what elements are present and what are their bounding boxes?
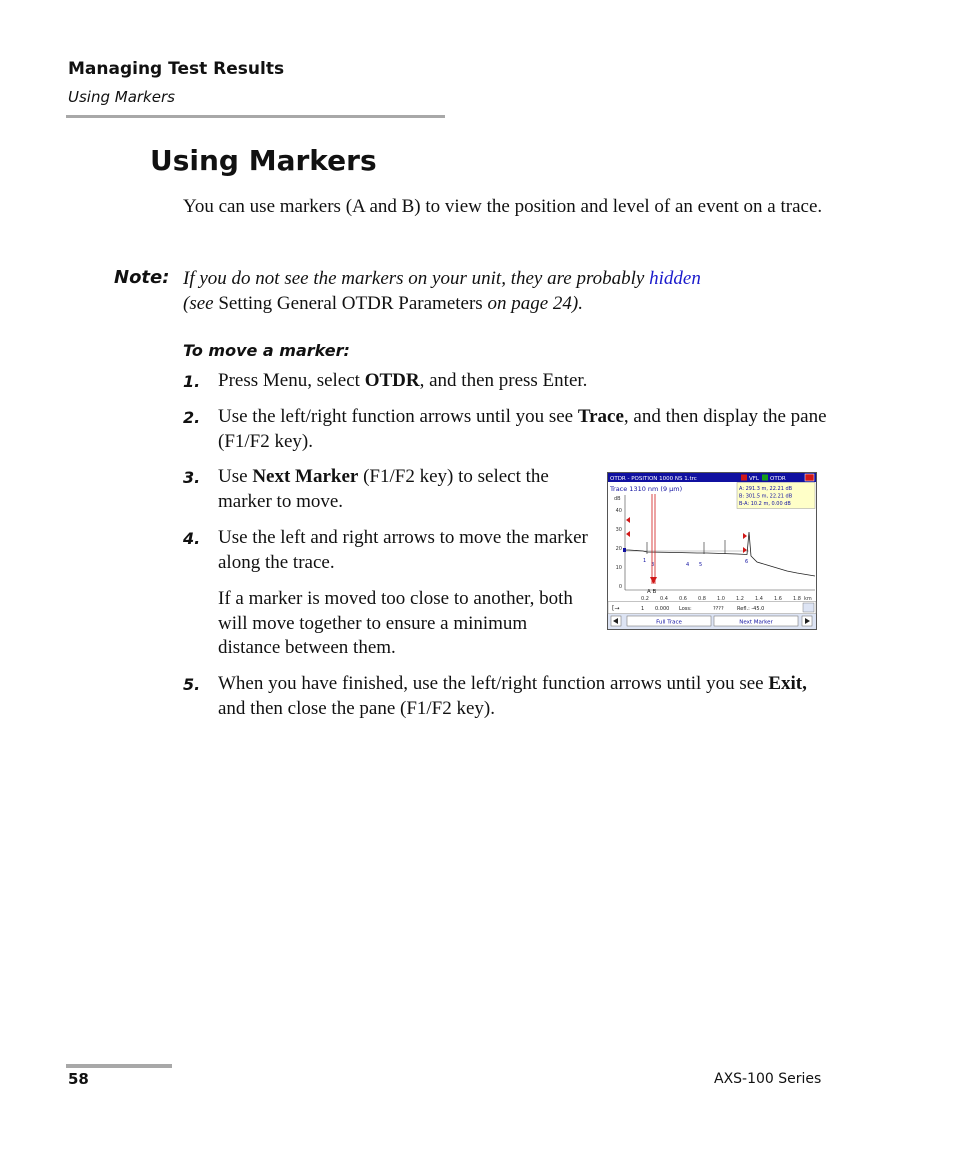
marker-ba-readout: B-A: 10.2 m, 0.00 dB [739, 501, 791, 507]
x-axis-unit: km [804, 596, 812, 602]
intro-paragraph: You can use markers (A and B) to view the position and level of an event on a trace. [183, 196, 823, 217]
running-header-title: Managing Test Results [68, 59, 285, 79]
note-text [183, 267, 823, 316]
x-tick-label: 1.2 [736, 596, 744, 602]
launch-marker [623, 548, 626, 552]
x-tick-label: 0.6 [679, 596, 687, 602]
event-label: 6 [745, 559, 749, 565]
step-text: Press Menu, select OTDR, and then press Enter. [218, 370, 588, 391]
step-text: Use Next Marker (F1/F2 key) to select the marker to move. [218, 466, 549, 512]
hidden-link[interactable]: hidden [649, 268, 701, 289]
x-tick-label: 1.6 [774, 596, 782, 602]
note-reference: Setting General OTDR Parameters [218, 292, 483, 314]
vfl-indicator [741, 475, 747, 481]
x-tick-label: 1.8 [793, 596, 801, 602]
scroll-updown-icon[interactable] [803, 603, 814, 612]
step-text: Use the left and right arrows to move the marker along the trace. [218, 527, 588, 573]
step-number: 2. [183, 408, 201, 427]
footer-rule [66, 1064, 172, 1068]
y-tick-label: 20 [615, 545, 622, 552]
note-label: Note: [114, 267, 170, 288]
x-axis [641, 596, 801, 602]
event-label: 5 [699, 562, 703, 568]
otdr-indicator [762, 475, 768, 481]
event-reflectance: Refl.: -45.0 [737, 606, 765, 612]
y-axis-unit: dB [614, 496, 621, 502]
event-table-row [608, 602, 816, 614]
y-tick-label: 30 [615, 526, 622, 533]
event-type-icon: [→ [612, 605, 620, 612]
event-label: 4 [686, 562, 690, 568]
event-position: 0.000 [655, 606, 670, 612]
note-page-ref: on page 24). [482, 292, 583, 314]
running-header-subtitle: Using Markers [68, 88, 175, 106]
marker-b-readout: B: 301.5 m, 22.21 dB [739, 493, 793, 500]
y-tick-label: 0 [618, 583, 622, 590]
titlebar-text: OTDR - POSITION 1000 NS 1.trc [610, 476, 697, 482]
event-label: 1 [643, 558, 647, 564]
step-text: When you have finished, use the left/right function arrows until you see Exit, and then close the pane (F1/F2 key). [218, 673, 807, 719]
x-tick-label: 0.4 [660, 596, 668, 602]
otdr-label: OTDR [770, 476, 786, 482]
otdr-trace-screenshot [607, 472, 817, 630]
product-series: AXS-100 Series [714, 1071, 822, 1087]
next-marker-label: Next Marker [739, 619, 773, 626]
event-number: 1 [641, 606, 645, 612]
full-trace-label: Full Trace [656, 619, 682, 626]
step-number: 4. [183, 529, 201, 548]
x-tick-label: 0.2 [641, 596, 649, 602]
marker-ab-label: A B [647, 589, 657, 595]
trace-label: Trace 1310 nm (9 µm) [610, 485, 683, 493]
note-text-before: If you do not see the markers on your unit, they are probably [183, 268, 650, 289]
x-tick-label: 0.8 [698, 596, 706, 602]
x-tick-label: 1.0 [717, 596, 725, 602]
step-number: 1. [183, 372, 201, 391]
step-text: Use the left/right function arrows until you see Trace, and then display the pane (F1/F2 key). [218, 406, 827, 452]
vfl-label: VFL [749, 476, 759, 482]
event-loss-value: ???? [713, 606, 724, 612]
y-tick-label: 10 [615, 564, 622, 571]
page-number: 58 [68, 1070, 89, 1088]
step-number: 3. [183, 468, 201, 487]
marker-a-readout: A: 291.3 m, 22.21 dB [739, 486, 793, 492]
header-rule [66, 115, 445, 118]
note-see: (see [183, 292, 219, 314]
close-icon[interactable] [805, 474, 814, 481]
page-title: Using Markers [150, 144, 377, 177]
y-tick-label: 40 [615, 507, 622, 514]
event-loss-label: Loss: [679, 606, 692, 612]
step-extra-text: If a marker is moved too close to another, both will move together to ensure a minimum distance between them. [218, 588, 573, 658]
x-tick-label: 1.4 [755, 596, 763, 602]
procedure-title: To move a marker: [183, 341, 350, 360]
event-label: 3 [651, 562, 655, 568]
step-number: 5. [183, 675, 201, 694]
